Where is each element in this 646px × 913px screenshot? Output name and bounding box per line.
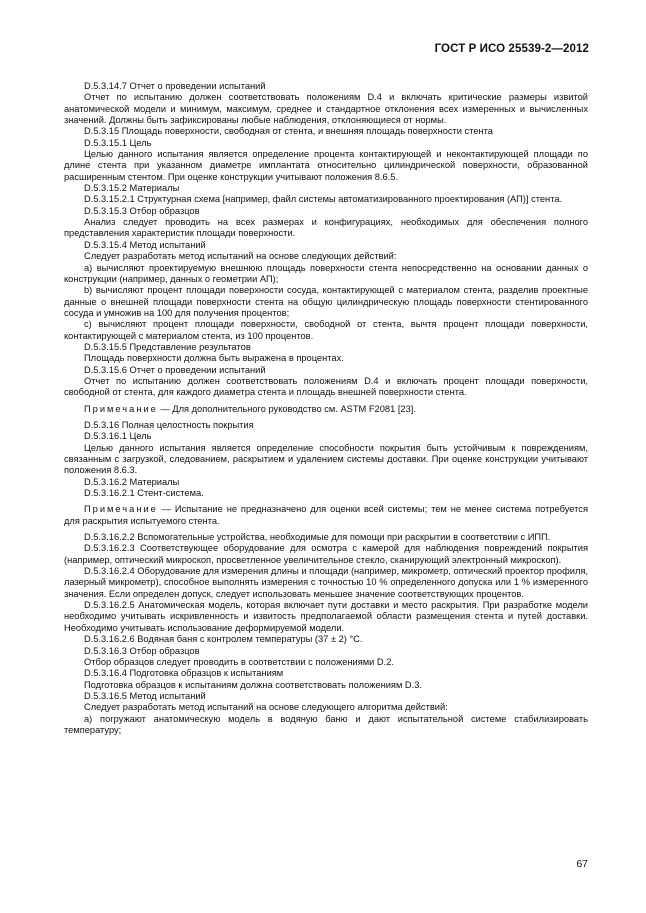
section-heading: D.5.3.14.7 Отчет о проведении испытаний: [84, 81, 266, 91]
paragraph: Следует разработать метод испытаний на основе следующего алгоритма действий:: [84, 702, 448, 713]
paragraph: Следует разработать метод испытаний на основе следующих действий:: [84, 251, 397, 262]
note-label: Примечание: [84, 504, 158, 515]
paragraph: Подготовка образцов к испытаниям должна соответствовать положениям D.3.: [84, 679, 422, 690]
section-heading: D.5.3.15.6 Отчет о проведении испытаний: [84, 364, 266, 375]
document-body: [64, 81, 588, 736]
paragraph: D.5.3.16.2.2 Вспомогательные устройства, необходимые для помощи при раскрытии в соответствии с ИПП.: [84, 532, 551, 543]
note: [64, 504, 588, 527]
section-heading: D.5.3.16.1 Цель: [84, 431, 152, 442]
paragraph: Целью данного испытания является определение процента контактирующей и неконтактирующей площади по длине стента при указанном диаметре имплантата относительно цилиндрической поверхности, образованной расширенным стентом. При оценке конструкции учитывают положения 8.6.5.: [64, 149, 588, 182]
paragraph: D.5.3.16.2.4 Оборудование для измерения длины и площади (например, микрометр, оптический проектор профиля, лазерный микрометр), способное выполнять измерения с точностью 10 % определенного допуска или 1 % измеренного значения. Если определен допуск, следует использовать меньшее значение соответствующих процентов.: [64, 566, 588, 599]
list-item: а) вычисляют проектируемую внешнюю площадь поверхности стента непосредственно на основании данных о конструкции (например, данных о геометрии АП);: [64, 262, 588, 284]
section-heading: D.5.3.16.4 Подготовка образцов к испытаниям: [84, 668, 284, 679]
note-text: — Испытание не предназначено для оценки всей системы; тем не менее система потребуется для раскрытия испытуемого стента.: [64, 504, 588, 526]
paragraph: Площадь поверхности должна быть выражена в процентах.: [84, 353, 344, 364]
list-item: b) вычисляют процент площади поверхности сосуда, контактирующей с материалом стента, разделив проектные данные о внешней площади поверхности стента на общую цилиндрическую площадь поверхности стентированного сосуда и умножив на 100 для получения процентов;: [64, 285, 588, 318]
section-heading: D.5.3.16.5 Метод испытаний: [84, 690, 206, 701]
list-item: а) погружают анатомическую модель в водяную баню и дают испытательной системе стабилизировать температуру;: [64, 713, 588, 735]
page-number: 67: [576, 858, 588, 870]
document-code-header: ГОСТ Р ИСО 25539-2—2012: [434, 43, 589, 55]
paragraph: Отчет по испытанию должен соответствовать положениям D.4 и включать критические размеры извитой анатомической модели и минимум, максимум, среднее и стандартное отклонения всех измеренных и вычисленных значений. Должны быть зафиксированы любые наблюдения, отклоняющиеся от нормы.: [64, 92, 588, 126]
note-label: Примечание: [84, 403, 158, 414]
section-heading: D.5.3.15.2 Материалы: [84, 183, 180, 194]
section-heading: D.5.3.15.5 Представление результатов: [84, 341, 251, 352]
note-text: — Для дополнительного руководство см. ASTM F2081 [23].: [157, 403, 416, 414]
paragraph: D.5.3.16.2.1 Стент-система.: [84, 488, 204, 499]
paragraph: D.5.3.15.2.1 Структурная схема [например, файл системы автоматизированного проектирования (АП)] стента.: [84, 194, 563, 205]
section-heading: D.5.3.15 Площадь поверхности, свободная от стента, и внешняя площадь поверхности стента: [84, 126, 493, 137]
section-heading: D.5.3.16.2 Материалы: [84, 476, 180, 487]
section-heading: D.5.3.16 Полная целостность покрытия: [84, 419, 254, 430]
list-item: с) вычисляют процент площади поверхности, свободной от стента, вычтя процент площади поверхности, контактирующей с материалом стента, из 100 процентов.: [64, 319, 588, 341]
section-heading: D.5.3.15.1 Цель: [84, 137, 152, 148]
paragraph: D.5.3.16.2.3 Соответствующее оборудование для осмотра с камерой для наблюдения повреждений покрытия (например, оптический микроскоп, просветленное увеличительное стекло, сканирующий электронный микроскоп).: [64, 543, 588, 565]
paragraph: Анализ следует проводить на всех размерах и конфигурациях, необходимых для обеспечения полного представления характеристик площади поверхности.: [64, 217, 588, 239]
section-heading: D.5.3.15.4 Метод испытаний: [84, 239, 206, 250]
paragraph: D.5.3.16.2.6 Водяная баня с контролем температуры (37 ± 2) °С.: [84, 634, 363, 645]
paragraph: D.5.3.16.2.5 Анатомическая модель, которая включает пути доставки и место раскрытия. При разработке модели необходимо учитывать искривленность и извитость предполагаемой области размещения стента и путей доставки. Необходимо учитывать использование деформируемой модели.: [64, 600, 588, 633]
note: [64, 404, 588, 415]
paragraph: Отбор образцов следует проводить в соответствии с положениями D.2.: [84, 656, 394, 667]
section-heading: D.5.3.16.3 Отбор образцов: [84, 645, 200, 656]
section-heading: D.5.3.15.3 Отбор образцов: [84, 205, 200, 216]
paragraph: Целью данного испытания является определение способности покрытия быть устойчивым к повреждениям, связанным с загрузкой, следованием, раскрытием и удалением системы доставки. При оценке конструкции учитывают положения 8.6.3.: [64, 442, 588, 476]
paragraph: Отчет по испытанию должен соответствовать положениям D.4 и включать процент площади поверхности, свободной от стента, для каждого диаметра стента и площадь внешней поверхности стента.: [64, 375, 588, 398]
